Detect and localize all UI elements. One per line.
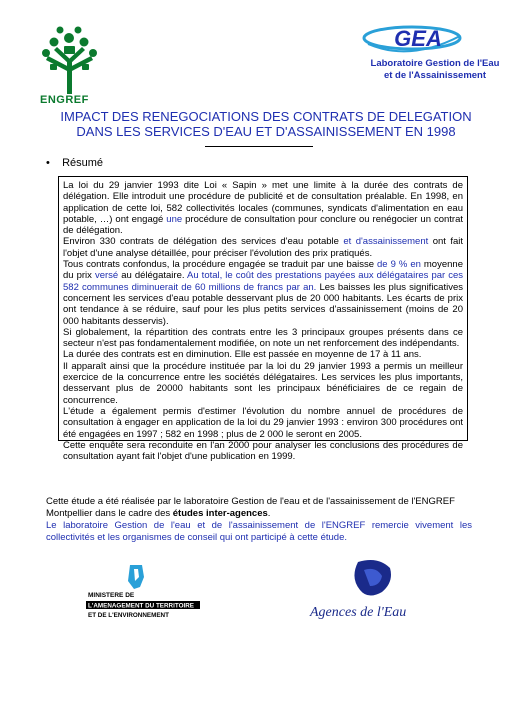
summary-paragraph-5: La durée des contrats est en diminution. Elle est passée en moyenne de 17 à 11 ans. [63,349,422,361]
title-divider [205,146,313,147]
title-line-1: IMPACT DES RENEGOCIATIONS DES CONTRATS DE DELEGATION [60,109,472,124]
gea-subtitle-line2: et de l'Assainissement [383,70,487,81]
ministere-line-2: L'AMENAGEMENT DU TERRITOIRE [88,602,194,610]
engref-name: ENGREF [40,94,89,106]
summary-paragraph-8: Cette enquête sera reconduite en l'an 2000 pour analyser les conclusions des procédures de consultation ayant fait l'objet d'une publication en 1999. [63,439,463,463]
ministere-line-3: ET DE L'ENVIRONNEMENT [88,612,169,619]
agences-text: Agences de l'Eau [310,605,407,620]
gea-logo-text: GEA [394,26,442,51]
gea-subtitle-line1: Laboratoire Gestion de l'Eau [370,58,500,69]
summary-heading-text: Résumé [62,157,104,169]
summary-paragraph-2: Environ 330 contrats de délégation des services d'eau potable et d'assainissement ont fait l'objet d'une analyse détaillée, pour préciser l'évolution des prix pratiqués. [63,236,463,259]
ministere-logo [84,563,204,621]
agences-de-l-eau-logo [302,556,442,628]
title-line-2: DANS LES SERVICES D'EAU ET D'ASSAINISSEMENT EN 1998 [76,124,456,139]
summary-paragraph-7: L'étude a également permis d'estimer l'évolution du nombre annuel de procédures de consultation à engager en application de la loi du 29 janvier 1993 : environ 300 procédures ont été engagées en 1997 ; 582 en 1998 ; plus de 2 000 le seront en 2005. [63,405,463,440]
summary-heading [46,157,103,169]
summary-box [58,176,468,463]
summary-paragraph-6: Il apparaît ainsi que la procédure instituée par la loi du 29 janvier 1993 a permis un meilleur exercice de la concurrence entre les sociétés délégataires. Les services les plus importants, desservant plus de 20000 habitants sont les principaux bénéficiaires de ce regain de concurrence. [63,360,463,406]
summary-paragraph-1: La loi du 29 janvier 1993 dite Loi « Sapin » met une limite à la durée des contrats de délégation. Elle introduit une procédure de publicité et de consultation préalable. En 1998, en application de cette loi, 582 collectivités locales (communes, syndicats d'alimentation en eau potable, …) ont engagé une procédure de consultation pour conclure ou renégocier un contrat de délégation. [63,180,463,237]
summary-paragraph-3: Tous contrats confondus, la procédure engagée se traduit par une baisse de 9 % en moyenne du prix versé au délégataire. Au total, le coût des prestations payées aux délégataires par ces 582 communes diminuerait de 60 millions de francs par an. Les baisses les plus significatives concernent les services d'eau potable desservant plus de 20 000 habitants. Les écarts de prix ont tendance à se réduire, sauf pour les plus petits services d'assainissement (moins de 20 000 habitants desservis). [63,259,463,327]
credit-text: Cette étude a été réalisée par le laboratoire Gestion de l'eau et de l'assainissement de l'ENGREF Montpellier dans le cadre des études inter-agences. [46,496,455,519]
ministere-line-1: MINISTERE DE [88,592,135,599]
bullet-icon: • [46,157,50,169]
thanks-text: Le laboratoire Gestion de l'eau et de l'assainissement de l'ENGREF remercie vivement les collectivités et les organismes de conseil qui ont participé à cette étude. [46,520,472,543]
summary-paragraph-4: Si globalement, la répartition des contrats entre les 3 principaux groupes présents dans ce secteur n'est pas fondamentalement modifiée, on note un net renforcement des indépendants. [63,326,463,350]
document-title [48,109,484,139]
